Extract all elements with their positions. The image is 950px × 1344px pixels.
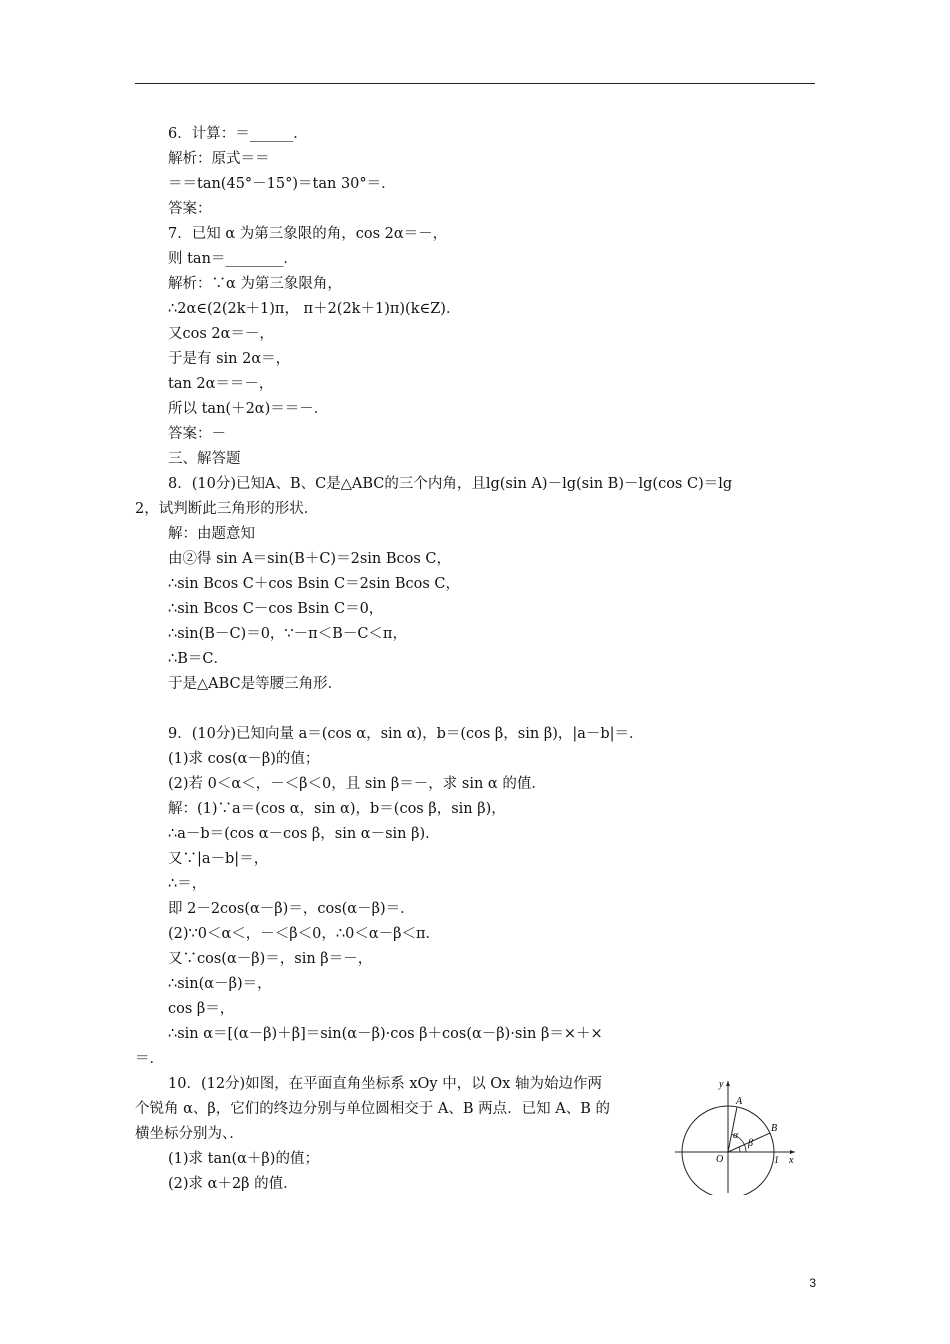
q10-question-3: 横坐标分别为、． (135, 1126, 244, 1142)
q10-part-1: (1)求 tan(α＋β)的值； (168, 1151, 319, 1167)
alpha-label: α (733, 1130, 739, 1141)
q8-step-1: 由②得 sin A＝sin(B＋C)＝2sin Bcos C， (168, 551, 451, 567)
point-b-label: B (771, 1123, 778, 1134)
q10-question: 10．(12分)如图，在平面直角坐标系 xOy 中，以 Ox 轴为始边作两 (168, 1076, 602, 1092)
q7-step-4: tan 2α＝＝－， (168, 376, 274, 392)
q10-part-2: (2)求 α＋2β 的值． (168, 1176, 298, 1192)
x-axis-arrow (790, 1150, 795, 1154)
y-axis-arrow (726, 1081, 730, 1086)
section-heading: 三、解答题 (168, 451, 241, 467)
q7-step-5: 所以 tan(＋2α)＝＝－． (168, 401, 329, 417)
q9-step-2: ∴a－b＝(cos α－cos β，sin α－sin β)． (168, 826, 440, 842)
q7-question-2: 则 tan＝________． (168, 251, 298, 267)
origin-label: O (716, 1154, 724, 1165)
q7-question: 7．已知 α 为第三象限的角，cos 2α＝－， (168, 226, 448, 242)
beta-label: β (748, 1138, 753, 1149)
q9-step-1: 解：(1)∵a＝(cos α，sin α)，b＝(cos β，sin β)， (168, 801, 506, 817)
q8-step-2: ∴sin Bcos C＋cos Bsin C＝2sin Bcos C， (168, 576, 460, 592)
beta-arc (739, 1147, 740, 1152)
unit-circle-figure (670, 1075, 800, 1195)
q9-step-6: (2)∵0＜α＜，－＜β＜0，∴0＜α－β＜π． (168, 926, 441, 942)
q6-answer: 答案： (168, 201, 212, 217)
q7-analysis: 解析：∵α 为第三象限角， (168, 276, 342, 292)
q7-step-1: ∴2α∈(2(2k＋1)π， π＋2(2k＋1)π)(k∈Z)． (168, 301, 461, 317)
q6-question: 6．计算：＝______． (168, 126, 308, 142)
q9-step-10: ∴sin α＝[(α－β)＋β]＝sin(α－β)·cos β＋cos(α－β)·sin β＝×＋× (168, 1026, 603, 1042)
q9-part-1: (1)求 cos(α－β)的值； (168, 751, 320, 767)
y-axis-label: y (719, 1079, 724, 1090)
page-number: 3 (809, 1276, 816, 1290)
header-rule (135, 83, 815, 84)
q9-step-8: ∴sin(α－β)＝， (168, 976, 272, 992)
q9-step-4: ∴＝， (168, 876, 207, 892)
q8-solution: 解：由题意知 (168, 526, 255, 542)
q9-step-3: 又∵|a－b|＝， (168, 851, 269, 867)
q7-step-3: 于是有 sin 2α＝， (168, 351, 291, 367)
q8-step-3: ∴sin Bcos C－cos Bsin C＝0， (168, 601, 384, 617)
q7-step-2: 又cos 2α＝－， (168, 326, 274, 342)
q6-analysis-2: ＝＝tan(45°－15°)＝tan 30°＝． (168, 176, 396, 192)
q8-question-2: 2，试判断此三角形的形状． (135, 501, 319, 517)
x-axis-label: x (789, 1155, 794, 1166)
point-a-label: A (736, 1096, 743, 1107)
q8-step-5: ∴B＝C． (168, 651, 228, 667)
q10-question-2: 个锐角 α、β，它们的终边分别与单位圆相交于 A、B 两点．已知 A、B 的 (135, 1101, 610, 1117)
q8-question: 8．(10分)已知A、B、C是△ABC的三个内角，且lg(sin A)－lg(sin B)－lg(cos C)＝lg (168, 476, 733, 492)
q9-question: 9．(10分)已知向量 a＝(cos α，sin α)，b＝(cos β，sin β)，|a－b|＝． (168, 726, 644, 742)
q9-part-2: (2)若 0＜α＜，－＜β＜0，且 sin β＝－，求 sin α 的值． (168, 776, 546, 792)
q9-step-5: 即 2－2cos(α－β)＝，cos(α－β)＝． (168, 901, 415, 917)
q8-conclusion: 于是△ABC是等腰三角形． (168, 676, 343, 692)
q7-answer: 答案：－ (168, 426, 226, 442)
q9-step-9: cos β＝， (168, 1001, 235, 1017)
q9-step-11: ＝． (135, 1051, 164, 1067)
q8-step-4: ∴sin(B－C)＝0，∵－π＜B－C＜π， (168, 626, 407, 642)
q9-step-7: 又∵cos(α－β)＝，sin β＝－， (168, 951, 373, 967)
one-label: 1 (774, 1155, 779, 1166)
q6-analysis: 解析：原式＝＝ (168, 151, 270, 167)
